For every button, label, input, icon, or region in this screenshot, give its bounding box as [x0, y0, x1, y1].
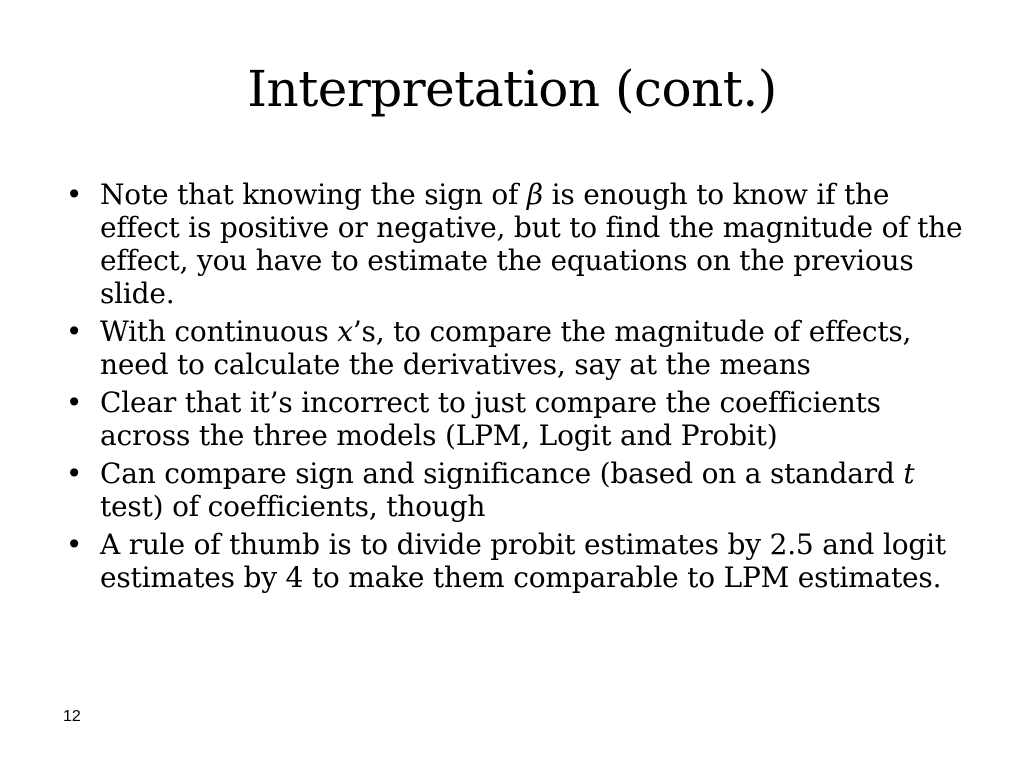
bullet-text: [100, 457, 914, 523]
bullet-icon: •: [65, 528, 83, 561]
bullet-item: [64, 386, 970, 452]
bullet-icon: •: [65, 457, 83, 490]
bullet-item: [64, 178, 970, 310]
bullet-item: [64, 528, 970, 594]
bullet-text-segment: Can compare sign and significance (based on a standard: [100, 457, 904, 490]
beta-symbol: β: [526, 178, 543, 211]
bullet-text-segment: With continuous: [100, 315, 338, 348]
bullet-item: [64, 457, 970, 523]
bullet-text: [100, 386, 881, 452]
bullet-text-segment: test) of coefficients, though: [100, 490, 486, 523]
bullet-icon: •: [65, 315, 83, 348]
bullet-text-segment: ’s, to compare the magnitude of effects, need to calculate the derivatives, say at the means: [100, 315, 912, 381]
bullet-text-segment: is enough to know if the effect is positive or negative, but to find the magnitude of the effect, you have to estimate the equations on the previous slide.: [100, 178, 963, 310]
bullet-text-segment: Note that knowing the sign of: [100, 178, 527, 211]
bullet-item: [64, 315, 970, 381]
bullet-icon: •: [65, 386, 83, 419]
x-variable: x: [337, 315, 353, 348]
bullet-icon: •: [65, 178, 83, 211]
bullet-text: [100, 528, 946, 594]
bullet-list: [64, 178, 970, 599]
bullet-text-segment: A rule of thumb is to divide probit estimates by 2.5 and logit estimates by 4 to make them comparable to LPM estimates.: [100, 528, 946, 594]
bullet-text: [100, 315, 911, 381]
bullet-text-segment: Clear that it’s incorrect to just compare the coefficients across the three models (LPM, Logit and Probit): [100, 386, 881, 452]
slide-number: 12: [63, 708, 81, 725]
slide-title: Interpretation (cont.): [247, 60, 777, 118]
t-variable: t: [903, 457, 915, 490]
bullet-text: [100, 178, 962, 310]
